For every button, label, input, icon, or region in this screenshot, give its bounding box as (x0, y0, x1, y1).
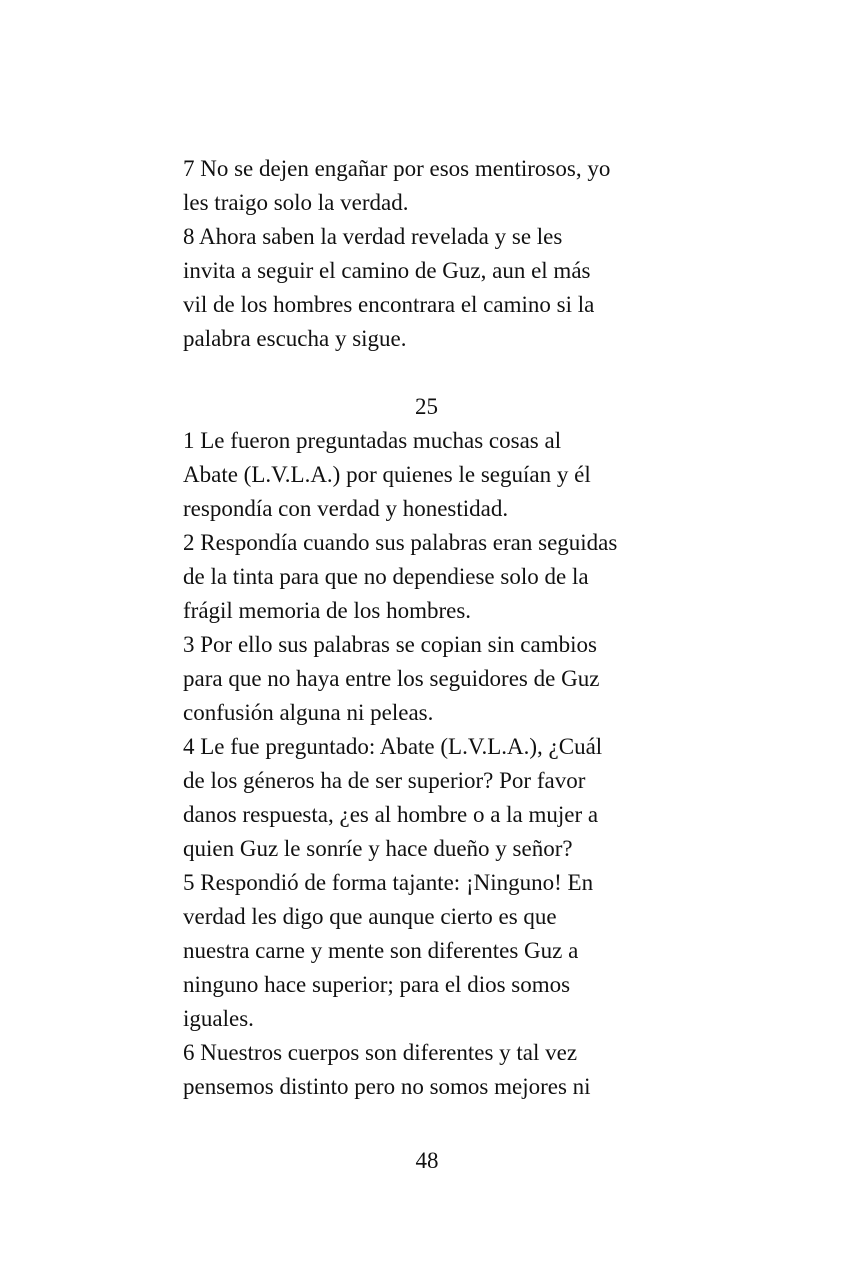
text-line: nuestra carne y mente son diferentes Guz a (183, 938, 579, 963)
text-line: 4 Le fue preguntado: Abate (L.V.L.A.), ¿Cuál (183, 734, 603, 759)
text-line: Abate (L.V.L.A.) por quienes le seguían y él (183, 462, 591, 487)
text-line: de la tinta para que no dependiese solo de la (183, 564, 589, 589)
text-line: iguales. (183, 1006, 254, 1031)
page-number: 48 (415, 1148, 439, 1173)
text-line: respondía con verdad y honestidad. (183, 496, 509, 521)
text-line: confusión alguna ni peleas. (183, 700, 434, 725)
text-line: para que no haya entre los seguidores de Guz (183, 666, 600, 691)
blank-line (183, 356, 683, 390)
text-line: 7 No se dejen engañar por esos mentirosos, yo (183, 156, 611, 181)
chapter-number: 25 (415, 394, 438, 419)
text-line: vil de los hombres encontrara el camino si la (183, 292, 595, 317)
page-body (183, 152, 683, 1104)
text-line: 5 Respondió de forma tajante: ¡Ninguno! En (183, 870, 594, 895)
text-line: palabra escucha y sigue. (183, 326, 407, 351)
text-line: invita a seguir el camino de Guz, aun el más (183, 258, 591, 283)
text-line: 1 Le fueron preguntadas muchas cosas al (183, 428, 562, 453)
text-line: 8 Ahora saben la verdad revelada y se les (183, 224, 563, 249)
text-line: 6 Nuestros cuerpos son diferentes y tal vez (183, 1040, 578, 1065)
text-line: verdad les digo que aunque cierto es que (183, 904, 557, 929)
text-line: 2 Respondía cuando sus palabras eran seguidas (183, 530, 618, 555)
text-line: ninguno hace superior; para el dios somos (183, 972, 571, 997)
text-line: pensemos distinto pero no somos mejores ni (183, 1074, 591, 1099)
text-line: 3 Por ello sus palabras se copian sin cambios (183, 632, 597, 657)
text-line: les traigo solo la verdad. (183, 190, 409, 215)
text-line: danos respuesta, ¿es al hombre o a la mujer a (183, 802, 599, 827)
text-line: de los géneros ha de ser superior? Por favor (183, 768, 586, 793)
text-line: quien Guz le sonríe y hace dueño y señor? (183, 836, 573, 861)
text-line: frágil memoria de los hombres. (183, 598, 472, 623)
